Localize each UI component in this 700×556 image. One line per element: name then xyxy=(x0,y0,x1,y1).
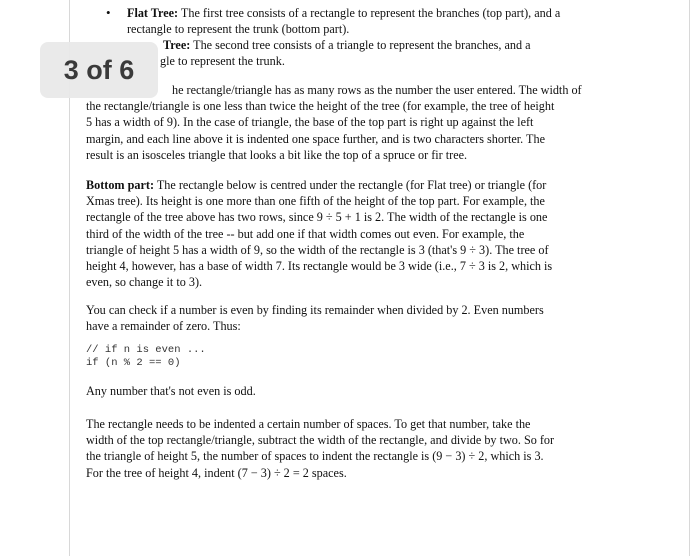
paragraph-line: margin, and each line above it is indented one space further, and is two characters shorter. The xyxy=(86,131,545,146)
indent-paragraph xyxy=(86,416,610,481)
paragraph-line: third of the width of the tree -- but add one if that width comes out even. For example, the xyxy=(86,226,525,241)
bullet-xmas-tree xyxy=(163,37,658,53)
paragraph-line: even, so change it to 3). xyxy=(86,275,203,290)
code-block xyxy=(86,344,206,370)
paragraph-line: Any number that's not even is odd. xyxy=(86,384,256,398)
paragraph-line: Xmas tree). Its height is one more than one fifth of the height of the top part. For example, the xyxy=(86,194,545,209)
bullet-xmas-tree-line2 xyxy=(160,53,655,69)
bottom-part-paragraph xyxy=(86,177,610,290)
bullet-line: Tree: The second tree consists of a triangle to represent the branches, and a xyxy=(163,38,531,52)
paragraph-line: have a remainder of zero. Thus: xyxy=(86,319,241,334)
paragraph-line: rectangle of the tree above has two rows, since 9 ÷ 5 + 1 is 2. The width of the rectangle is one xyxy=(86,210,548,225)
paragraph-line: the rectangle/triangle is one less than twice the height of the tree (for example, the tree of height xyxy=(86,99,555,114)
page-indicator: 3 of 6 xyxy=(40,42,158,98)
bottom-part-heading: Bottom part: xyxy=(86,178,155,192)
bullet-term: Tree: xyxy=(163,38,191,52)
bullet-line: gle to represent the trunk. xyxy=(160,54,285,68)
paragraph-line: triangle of height 5 has a width of 9, so the width of the rectangle is 3 (that's 9 ÷ 3). The tree of xyxy=(86,242,549,257)
bullet-line: rectangle to represent the trunk (bottom part). xyxy=(127,22,350,37)
paragraph-line: width of the top rectangle/triangle, subtract the width of the rectangle, and divide by two. So for xyxy=(86,433,555,448)
paragraph-line: height 4, however, has a base of width 7. Its rectangle would be 3 wide (i.e., 7 ÷ 3 is 2, which is xyxy=(86,259,553,274)
bullet-line: Flat Tree: The first tree consists of a rectangle to represent the branches (top part), and a xyxy=(127,6,561,20)
paragraph-line: For the tree of height 4, indent (7 − 3) ÷ 2 = 2 spaces. xyxy=(86,465,347,480)
paragraph-line: result is an isosceles triangle that looks a bit like the top of a spruce or fir tree. xyxy=(86,147,468,162)
paragraph-line: Bottom part: The rectangle below is centred under the rectangle (for Flat tree) or triangle (for xyxy=(86,178,547,192)
code-line: if (n % 2 == 0) xyxy=(86,357,181,369)
paragraph-line: The rectangle needs to be indented a certain number of spaces. To get that number, take the xyxy=(86,417,531,431)
page-right-edge xyxy=(689,0,690,556)
bullet-dot: • xyxy=(106,5,111,20)
paragraph-line: he rectangle/triangle has as many rows as the number the user entered. The width of xyxy=(172,83,582,97)
odd-note xyxy=(86,383,610,399)
paragraph-line: You can check if a number is even by finding its remainder when divided by 2. Even numbers xyxy=(86,303,544,317)
code-line: // if n is even ... xyxy=(86,344,206,356)
paragraph-line: the triangle of height 5, the number of spaces to indent the rectangle is (9 − 3) ÷ 2, which is 3. xyxy=(86,449,544,464)
bullet-term: Flat Tree: xyxy=(127,6,179,20)
bullet-flat-tree xyxy=(127,5,622,37)
even-check-paragraph xyxy=(86,302,610,334)
top-part-paragraph xyxy=(86,82,610,163)
paragraph-line: 5 has a width of 9). In the case of triangle, the base of the top part is right up against the left xyxy=(86,115,534,130)
